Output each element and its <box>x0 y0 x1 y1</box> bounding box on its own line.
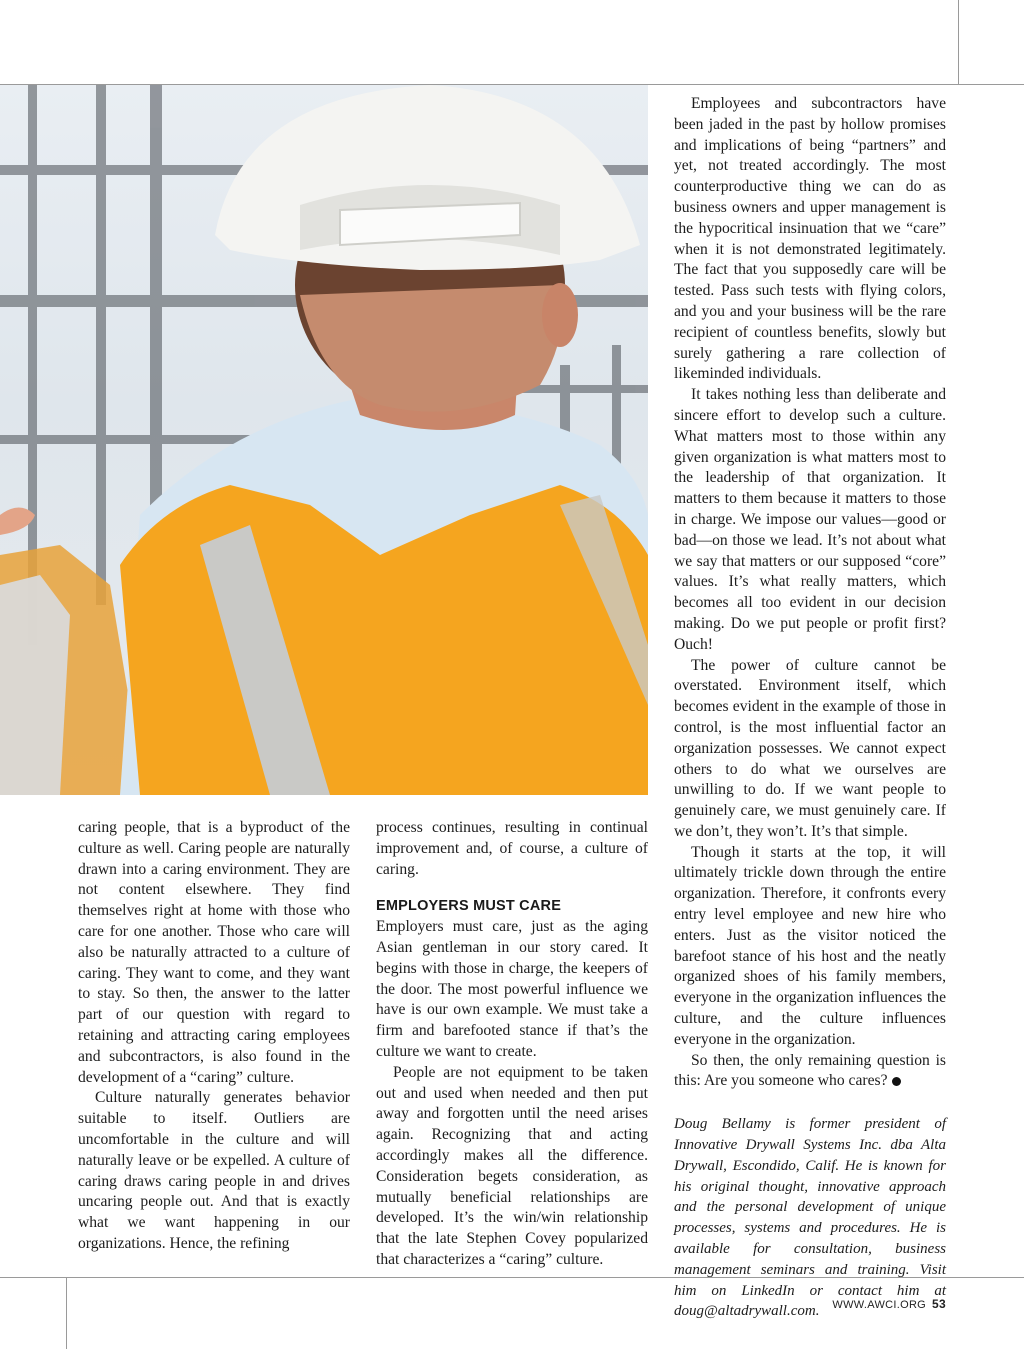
closing-text: So then, the only remaining question is this: Are you someone who cares? <box>674 1051 946 1090</box>
paragraph: Though it starts at the top, it will ultimately trickle down through the entire organization. Therefore, it confronts every entry level employee and new hire who enters. Just as the visitor noticed the barefoot stance of his host and the neatly organized shoes of his family members, everyone in the organization influences the culture, and the culture influences everyone in the organization. <box>674 843 946 1048</box>
left-margin-rule <box>66 1277 67 1349</box>
paragraph: Employees and subcontractors have been jaded in the past by hollow promises and implications of being “partners” and yet, not treated accordingly. The most counterproductive thing we can do as business owners and upper management is the hypocritical insinuation that we “care” when it is not demonstrated legitimately. The fact that you supposedly care will be tested. Pass such tests with flying colors, and you and your business will be the rare recipient of countless benefits, slowly but surely gathering a rare collection of likeminded individuals. <box>674 95 946 383</box>
paragraph: Employers must care, just as the aging Asian gentleman in our story cared. It begins with those in charge, the keepers of the door. The most powerful influence we have is our own example. We must take a firm and barefooted stance if that’s the culture we want to create. <box>376 918 648 1060</box>
page-number: 53 <box>932 1297 946 1311</box>
paragraph: Culture naturally generates behavior suitable to itself. Outliers are uncomfortable in the culture and will naturally leave or be expelled. A culture of caring draws caring people in and drives uncaring people out. And that is exactly what we want happening in our organizations. Hence, the refining <box>78 1089 350 1252</box>
article-column-3 <box>674 94 946 1322</box>
article-column-1 <box>78 818 350 1255</box>
paragraph: It takes nothing less than deliberate and sincere effort to develop such a culture. What matters most to those within any given organization is what matters most to the leadership of that organization. It matters to them because it matters to those in charge. We impose our values—good or bad—on those we lead. It’s not about what we say that matters or our supposed “core” values. It’s what really matters, which becomes all too evident in our decision making. Do we put people or profit first? Ouch! <box>674 386 946 653</box>
worker-photo <box>0 85 648 795</box>
footer-website: WWW.AWCI.ORG <box>832 1299 927 1311</box>
paragraph: caring people, that is a byproduct of the culture as well. Caring people are naturally drawn into a caring environment. They are not content elsewhere. They find themselves right at home with those who care for one another. Those who care will also be naturally attracted to a culture of caring. They want to come, and they want to stay. So then, the answer to the latter part of our question with regard to retaining and attracting caring employees and subcontractors, is also found in the development of a “caring” culture. <box>78 819 350 1086</box>
end-of-article-bullet-icon <box>892 1077 901 1086</box>
author-bio: Doug Bellamy is former president of Innovative Drywall Systems Inc. dba Alta Drywall, Escondido, Calif. He is known for his original thought, innovative approach and the personal development of unique processes, systems and procedures. He is available for consultation, business management seminars and training. Visit him on LinkedIn or contact him at doug@altadrywall.com. <box>674 1116 946 1320</box>
article-column-2 <box>376 818 648 1271</box>
page-footer <box>832 1297 946 1311</box>
section-heading: EMPLOYERS MUST CARE <box>376 898 562 915</box>
paragraph: The power of culture cannot be overstated. Environment itself, which becomes evident in the example of those in control, is the most influential factor an organization possesses. We cannot expect others to do what we ourselves are unwilling to do. If we want people to genuinely care, we must genuinely care. If we don’t, they won’t. It’s that simple. <box>674 656 946 840</box>
paragraph: process continues, resulting in continual improvement and, of course, a culture of caring. <box>376 819 648 878</box>
closing-paragraph <box>674 1051 946 1093</box>
paragraph: People are not equipment to be taken out and used when needed and then put away and forgotten until the need arises again. Recognizing that and acting accordingly makes all the difference. Consideration begets consideration, as mutually beneficial relationships are developed. It’s the win/win relationship that the late Stephen Covey popularized that characterizes a “caring” culture. <box>376 1063 648 1268</box>
right-margin-rule <box>958 0 959 84</box>
